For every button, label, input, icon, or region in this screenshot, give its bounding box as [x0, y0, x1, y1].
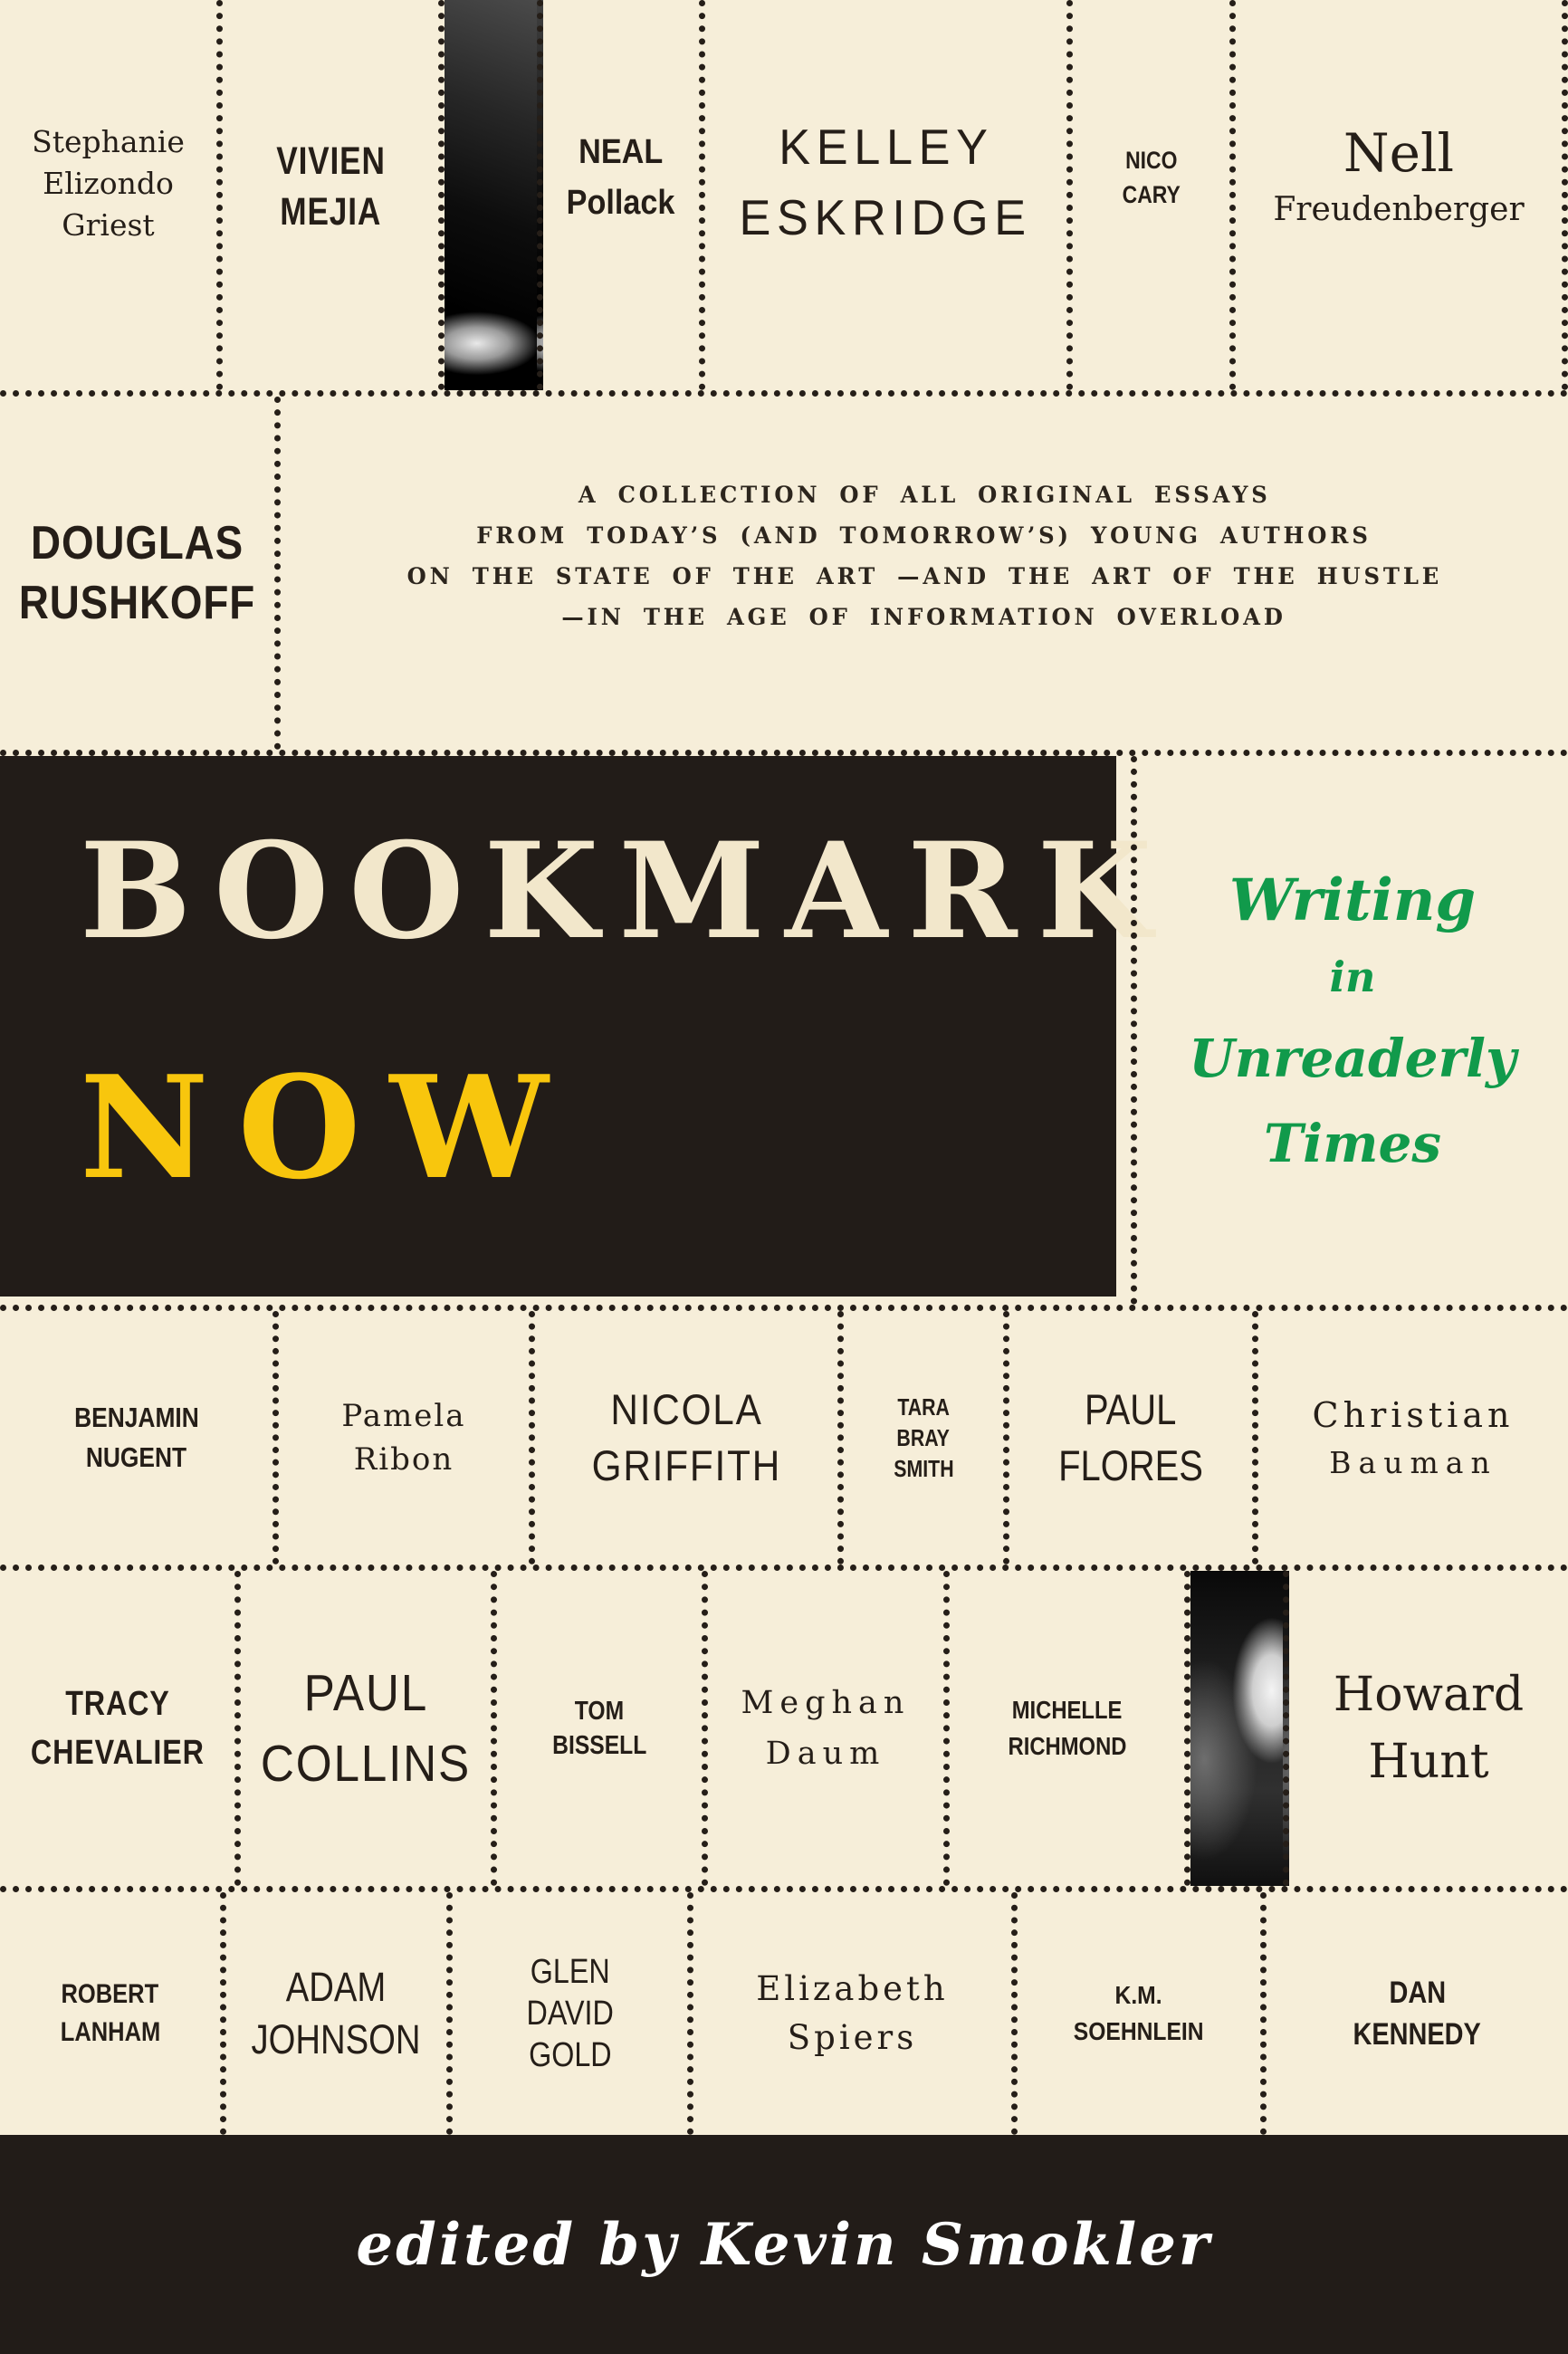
author-row-2: [0, 397, 1568, 756]
author-name-line: TOM: [574, 1697, 625, 1726]
script-subtitle-line: Writing: [1229, 866, 1477, 934]
author-name-line: BENJAMIN: [73, 1402, 199, 1433]
author-stamp-paul-collins: [241, 1571, 497, 1886]
author-name-line: FLORES: [1058, 1441, 1203, 1489]
author-name-line: Spiers: [787, 2018, 918, 2057]
author-name-line: DOUGLAS: [31, 517, 244, 569]
author-name-line: KELLEY: [778, 118, 994, 175]
author-name-line: GLEN: [530, 1953, 610, 1991]
author-stamp-meghan-daum: [708, 1571, 950, 1886]
author-name-line: NICO: [1124, 146, 1178, 174]
author-stamp-stephanie-elizondo-griest: [0, 0, 223, 390]
photo-stamp-icon: [1190, 1571, 1289, 1886]
tagline-line: FROM TODAY’S (AND TOMORROW’S) YOUNG AUTHORS: [476, 522, 1372, 549]
author-name-line: K.M.: [1114, 1981, 1163, 2009]
author-row-5: [0, 1571, 1568, 1892]
author-name-line: ADAM: [286, 1964, 387, 2010]
editor-credit-panel: [0, 2135, 1568, 2354]
author-name-line: ROBERT: [61, 1979, 159, 2009]
author-name-line: MEJIA: [280, 189, 381, 234]
author-name-line: Pamela: [341, 1398, 466, 1434]
tagline-panel: [281, 397, 1568, 750]
author-name-line: BISSELL: [551, 1731, 647, 1760]
author-name-line: Freudenberger: [1273, 190, 1525, 228]
author-name-line: NICOLA: [609, 1385, 763, 1433]
author-name-line: GOLD: [528, 2036, 612, 2074]
book-title-line-1: BOOKMARK: [80, 814, 1172, 969]
author-stamp-christian-bauman: [1258, 1311, 1568, 1565]
author-name-line: JOHNSON: [251, 2016, 421, 2062]
author-stamp-douglas-rushkoff: [0, 397, 281, 750]
author-name-line: Daum: [765, 1736, 886, 1772]
author-stamp-dan-kennedy: [1267, 1892, 1568, 2135]
author-name-line: Elizabeth: [756, 1969, 949, 2008]
author-name-line: RICHMOND: [1008, 1732, 1126, 1760]
author-stamp-tara-bray-smith: [844, 1311, 1009, 1565]
author-name-line: DAN: [1389, 1976, 1446, 2010]
author-stamp-benjamin-nugent: [0, 1311, 279, 1565]
author-stamp-paul-flores: [1009, 1311, 1258, 1565]
author-stamp-neal-pollack: [543, 0, 705, 390]
author-name-line: BRAY: [896, 1424, 951, 1451]
author-name-line: Hunt: [1368, 1735, 1489, 1789]
author-stamp-pamela-ribon: [279, 1311, 535, 1565]
author-stamp-km-soehnlein: [1018, 1892, 1267, 2135]
author-name-line: TRACY: [64, 1685, 170, 1723]
author-name-line: CHEVALIER: [30, 1734, 205, 1772]
author-stamp-nico-cary: [1073, 0, 1236, 390]
author-stamp-robert-lanham: [0, 1892, 226, 2135]
author-row-4: [0, 1311, 1568, 1571]
author-name-line: Howard: [1333, 1668, 1525, 1722]
author-name-line: ESKRIDGE: [739, 188, 1033, 245]
author-name-line: NEAL: [578, 132, 664, 171]
tagline-line: ON THE STATE OF THE ART —AND THE ART OF THE HUSTLE: [406, 563, 1442, 589]
author-name-line: DAVID: [526, 1995, 614, 2033]
author-row-6: [0, 1892, 1568, 2135]
author-name-line: CARY: [1122, 180, 1181, 208]
author-name-line: Elizondo: [43, 165, 174, 201]
script-subtitle-line: Unreaderly: [1189, 1028, 1516, 1089]
author-stamp-howard-hunt: [1289, 1571, 1568, 1886]
author-name-line: TARA: [897, 1393, 950, 1421]
author-name-line: Nell: [1343, 121, 1455, 184]
editor-credit: edited by Kevin Smokler: [356, 2210, 1212, 2279]
title-panel: [0, 756, 1172, 1297]
author-name-line: GRIFFITH: [591, 1441, 781, 1489]
author-name-line: SMITH: [893, 1455, 954, 1482]
author-name-line: SOEHNLEIN: [1074, 2017, 1204, 2045]
author-name-line: Pollack: [567, 183, 675, 222]
author-stamp-nicola-griffith: [535, 1311, 844, 1565]
author-name-line: COLLINS: [260, 1735, 472, 1793]
author-stamp-tom-bissell: [497, 1571, 708, 1886]
author-name-line: Bauman: [1329, 1445, 1497, 1480]
photo-stamp-icon: [445, 0, 543, 390]
author-name-line: LANHAM: [60, 2017, 160, 2047]
author-stamp-glen-david-gold: [453, 1892, 693, 2135]
author-name-line: RUSHKOFF: [18, 577, 256, 629]
book-title-line-2: NOW: [80, 1045, 578, 1210]
author-name-line: Meghan: [741, 1685, 911, 1721]
author-stamp-adam-johnson: [226, 1892, 453, 2135]
author-row-1: [0, 0, 1568, 397]
title-row: [0, 756, 1568, 1311]
author-name-line: KENNEDY: [1353, 2017, 1482, 2052]
script-subtitle-line: in: [1329, 952, 1376, 1001]
author-name-line: Griest: [62, 206, 155, 243]
script-subtitle-line: Times: [1263, 1113, 1442, 1174]
tagline-line: —IN THE AGE OF INFORMATION OVERLOAD: [561, 604, 1287, 630]
author-stamp-elizabeth-spiers: [693, 1892, 1018, 2135]
script-subtitle-panel: [1131, 756, 1568, 1305]
author-name-line: Christian: [1312, 1395, 1515, 1435]
author-stamp-michelle-richmond: [950, 1571, 1190, 1886]
author-name-line: Stephanie: [32, 123, 185, 159]
author-name-line: VIVIEN: [275, 139, 386, 183]
author-stamp-kelley-eskridge: [705, 0, 1073, 390]
tagline-line: A COLLECTION OF ALL ORIGINAL ESSAYS: [578, 482, 1271, 508]
author-stamp-nell-freudenberger: [1236, 0, 1568, 390]
author-stamp-vivien-mejia: [223, 0, 445, 390]
author-name-line: PAUL: [303, 1664, 428, 1722]
author-name-line: NUGENT: [85, 1441, 187, 1473]
author-name-line: MICHELLE: [1011, 1696, 1123, 1724]
author-name-line: PAUL: [1085, 1385, 1177, 1433]
author-name-line: Ribon: [353, 1441, 454, 1478]
author-stamp-tracy-chevalier: [0, 1571, 241, 1886]
